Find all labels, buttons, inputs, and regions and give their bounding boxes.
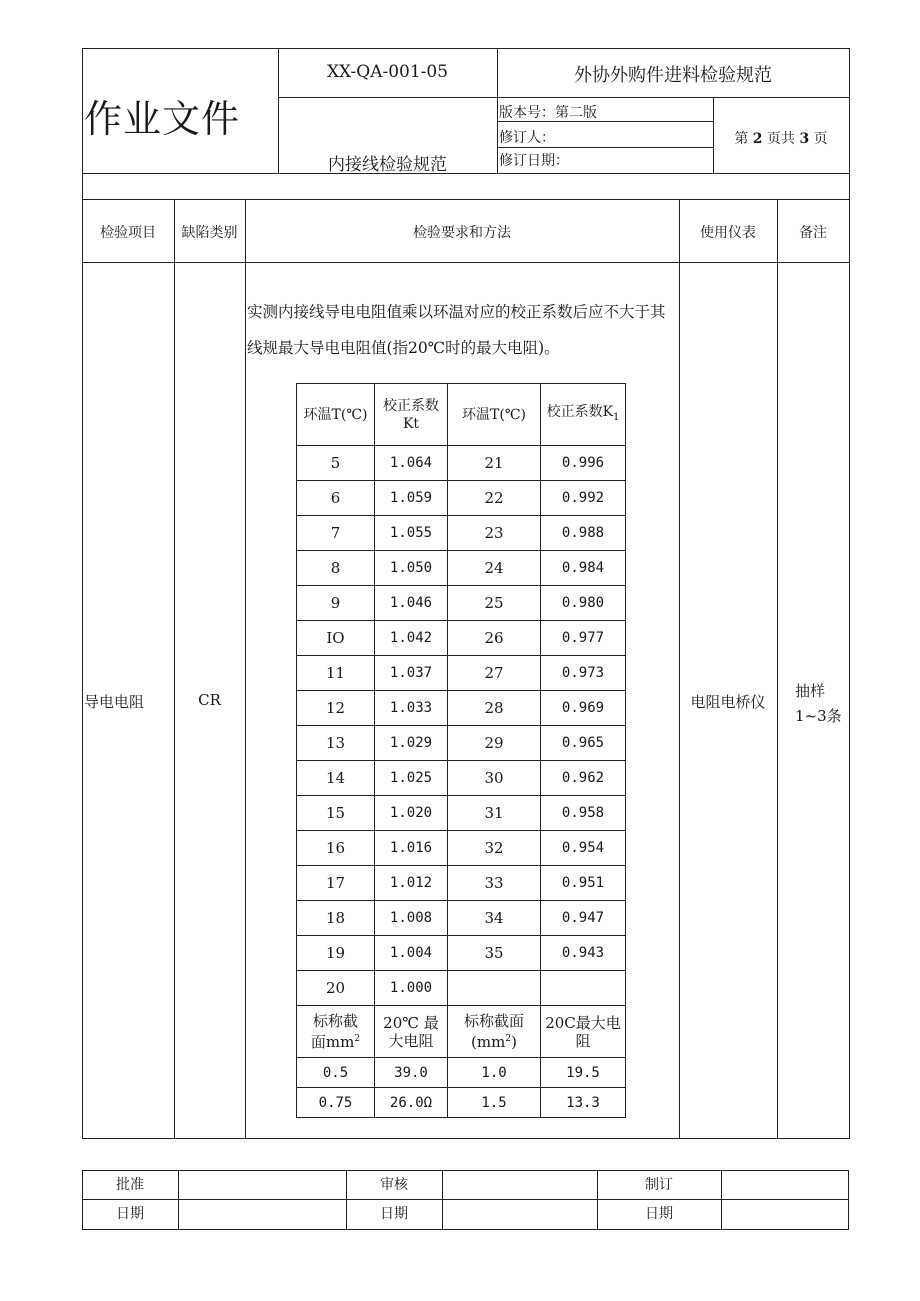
approve-label: 批准 (116, 1177, 144, 1193)
correction-row (297, 621, 626, 656)
correction-cell: 1.042 (375, 621, 448, 656)
correction-cell: 23 (448, 516, 541, 551)
correction-cell: 1.008 (375, 901, 448, 936)
correction-cell: 0.965 (541, 726, 626, 761)
correction-cell: 14 (297, 761, 375, 796)
correction-cell: 0.958 (541, 796, 626, 831)
correction-row (297, 656, 626, 691)
spec-title: 外协外购件进料检验规范 (574, 65, 772, 86)
page-indicator: 第 2 页共 3 页 (734, 131, 828, 147)
correction-cell: 0.992 (541, 481, 626, 516)
requirement-line-2: 线规最大导电电阻值(指20℃时的最大电阻)。 (247, 339, 560, 357)
correction-row (297, 446, 626, 481)
correction-cell: 1.012 (375, 866, 448, 901)
correction-cell: 0.988 (541, 516, 626, 551)
section-cell: 13.3 (541, 1088, 626, 1118)
correction-cell: IO (297, 621, 375, 656)
correction-cell: 1.064 (375, 446, 448, 481)
correction-cell: 1.016 (375, 831, 448, 866)
section-cell: 0.5 (297, 1058, 375, 1088)
remark-line-2: 1~3条 (795, 707, 842, 725)
correction-table (296, 383, 626, 1118)
correction-cell: 27 (448, 656, 541, 691)
correction-cell: 24 (448, 551, 541, 586)
reviser-label: 修订人： (499, 130, 555, 146)
correction-row (297, 481, 626, 516)
correction-cell: 21 (448, 446, 541, 481)
remark-line-1: 抽样 (795, 682, 826, 700)
doc-number: XX-QA-001-05 (326, 62, 449, 82)
correction-cell: 1.033 (375, 691, 448, 726)
correction-cell: 32 (448, 831, 541, 866)
correction-cell: 9 (297, 586, 375, 621)
correction-cell: 0.969 (541, 691, 626, 726)
h-temp-2: 环温T(℃) (448, 384, 541, 446)
h-max-resistance-2: 20C最大电 阻 (541, 1006, 626, 1058)
correction-cell: 22 (448, 481, 541, 516)
correction-cell: 17 (297, 866, 375, 901)
correction-cell: 13 (297, 726, 375, 761)
correction-row (297, 971, 626, 1006)
correction-cell: 1.020 (375, 796, 448, 831)
correction-cell: 0.951 (541, 866, 626, 901)
correction-cell: 0.954 (541, 831, 626, 866)
item-value: 导电电阻 (84, 693, 145, 711)
correction-cell (541, 971, 626, 1006)
correction-cell: 28 (448, 691, 541, 726)
sub-title: 内接线检验规范 (328, 155, 447, 175)
correction-cell: 0.943 (541, 936, 626, 971)
correction-cell: 1.025 (375, 761, 448, 796)
correction-row (297, 901, 626, 936)
correction-cell: 1.046 (375, 586, 448, 621)
correction-row (297, 551, 626, 586)
correction-cell: 1.050 (375, 551, 448, 586)
correction-cell: 7 (297, 516, 375, 551)
section-row (297, 1058, 626, 1088)
correction-cell: 0.947 (541, 901, 626, 936)
correction-cell: 12 (297, 691, 375, 726)
correction-cell: 1.055 (375, 516, 448, 551)
correction-cell: 1.037 (375, 656, 448, 691)
section-cell: 26.0Ω (375, 1088, 448, 1118)
section-cell: 0.75 (297, 1088, 375, 1118)
correction-row (297, 761, 626, 796)
correction-cell: 5 (297, 446, 375, 481)
correction-cell: 25 (448, 586, 541, 621)
section-cell: 1.0 (448, 1058, 541, 1088)
col-defect: 缺陷类别 (181, 225, 238, 241)
instrument-value: 电阻电桥仪 (690, 693, 766, 711)
date-label-2: 日期 (380, 1206, 408, 1222)
section-cell: 1.5 (448, 1088, 541, 1118)
doc-type-title: 作业文件 (84, 97, 241, 141)
correction-cell: 11 (297, 656, 375, 691)
correction-cell: 26 (448, 621, 541, 656)
correction-row (297, 516, 626, 551)
h-section: 标称截 面$mm^2$ (297, 1006, 375, 1058)
correction-cell: 30 (448, 761, 541, 796)
correction-cell: 6 (297, 481, 375, 516)
section-header-row (297, 1006, 626, 1058)
correction-cell: 1.004 (375, 936, 448, 971)
h-coeff-1: 校正系数 Kt (375, 384, 448, 446)
col-remark: 备注 (799, 225, 827, 241)
correction-cell: 1.029 (375, 726, 448, 761)
date-label-1: 日期 (116, 1206, 144, 1222)
correction-cell: 33 (448, 866, 541, 901)
revise-date-label: 修订日期： (499, 153, 569, 169)
correction-cell: 8 (297, 551, 375, 586)
h-section-2: 标称截面 $(mm^2)$ (448, 1006, 541, 1058)
section-cell: 19.5 (541, 1058, 626, 1088)
col-method: 检验要求和方法 (413, 225, 511, 241)
correction-row (297, 866, 626, 901)
requirement-line-1: 实测内接线导电电阻值乘以环温对应的校正系数后应不大于其 (247, 303, 666, 321)
defect-value: CR (198, 691, 221, 709)
review-signature-cell[interactable] (443, 1171, 596, 1198)
col-item: 检验项目 (100, 225, 156, 241)
correction-row (297, 586, 626, 621)
correction-row (297, 831, 626, 866)
correction-cell: 0.996 (541, 446, 626, 481)
correction-cell: 1.059 (375, 481, 448, 516)
correction-cell: 0.973 (541, 656, 626, 691)
correction-cell: 0.962 (541, 761, 626, 796)
date-label-3: 日期 (645, 1206, 673, 1222)
correction-cell: 20 (297, 971, 375, 1006)
make-label: 制订 (645, 1177, 673, 1193)
correction-cell: 1.000 (375, 971, 448, 1006)
correction-cell: 35 (448, 936, 541, 971)
correction-cell: 31 (448, 796, 541, 831)
col-instrument: 使用仪表 (700, 225, 756, 241)
correction-cell (448, 971, 541, 1006)
correction-cell: 16 (297, 831, 375, 866)
correction-cell: 0.980 (541, 586, 626, 621)
h-temp-1: 环温T(℃) (297, 384, 375, 446)
correction-cell: 0.984 (541, 551, 626, 586)
h-max-resistance: 20℃ 最 大电阻 (375, 1006, 448, 1058)
correction-row (297, 691, 626, 726)
correction-row (297, 936, 626, 971)
correction-cell: 34 (448, 901, 541, 936)
correction-table-header (297, 384, 626, 446)
review-label: 审核 (380, 1177, 408, 1193)
correction-cell: 18 (297, 901, 375, 936)
correction-cell: 19 (297, 936, 375, 971)
correction-cell: 0.977 (541, 621, 626, 656)
section-row (297, 1088, 626, 1118)
version-label: 版本号：第二版 (499, 105, 597, 121)
correction-cell: 29 (448, 726, 541, 761)
correction-row (297, 796, 626, 831)
section-cell: 39.0 (375, 1058, 448, 1088)
correction-cell: 15 (297, 796, 375, 831)
correction-row (297, 726, 626, 761)
h-coeff-2: 校正系数$K_1$ (541, 384, 626, 446)
approve-signature-cell[interactable] (179, 1171, 345, 1198)
make-signature-cell[interactable] (722, 1171, 847, 1198)
